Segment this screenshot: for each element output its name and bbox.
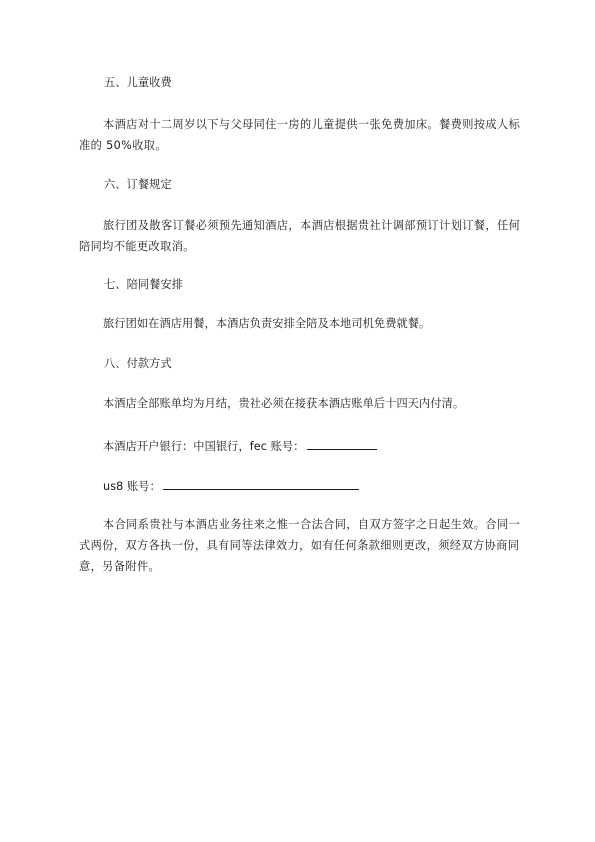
section-body-children-fee: 本酒店对十二周岁以下与父母同住一房的儿童提供一张免费加床。餐费则按成人标准的 50%收取。 [79,118,521,152]
fec-account-blank [307,437,377,450]
usd-account-line [103,477,359,495]
section-body-payment: 本酒店全部账单均为月结，贵社必须在接获本酒店账单后十四天内付清。 [103,397,465,410]
section-heading-meal-booking: 六、订餐规定 [104,178,172,191]
section-heading-escort-meals: 七、陪同餐安排 [104,278,184,291]
bank-account-label: 本酒店开户银行：中国银行，fec 账号： [103,440,305,453]
usd-account-label: us8 账号： [103,480,161,493]
usd-account-blank [163,477,359,490]
closing-clause: 本合同系贵社与本酒店业务往来之惟一合法合同，自双方签字之日起生效。合同一式两份，双方各执一份，具有同等法律效力，如有任何条款细则更改，须经双方协商同意，另备附件。 [79,518,521,573]
bank-account-line [103,437,377,455]
section-body-escort-meals: 旅行团如在酒店用餐，本酒店负责安排全陪及本地司机免费就餐。 [103,317,431,330]
section-body-meal-booking: 旅行团及散客订餐必须预先通知酒店，本酒店根据贵社计调部预订计划订餐，任何陪同均不能更改取消。 [79,219,521,253]
section-heading-children-fee: 五、儿童收费 [104,76,172,89]
section-heading-payment: 八、付款方式 [104,357,172,370]
